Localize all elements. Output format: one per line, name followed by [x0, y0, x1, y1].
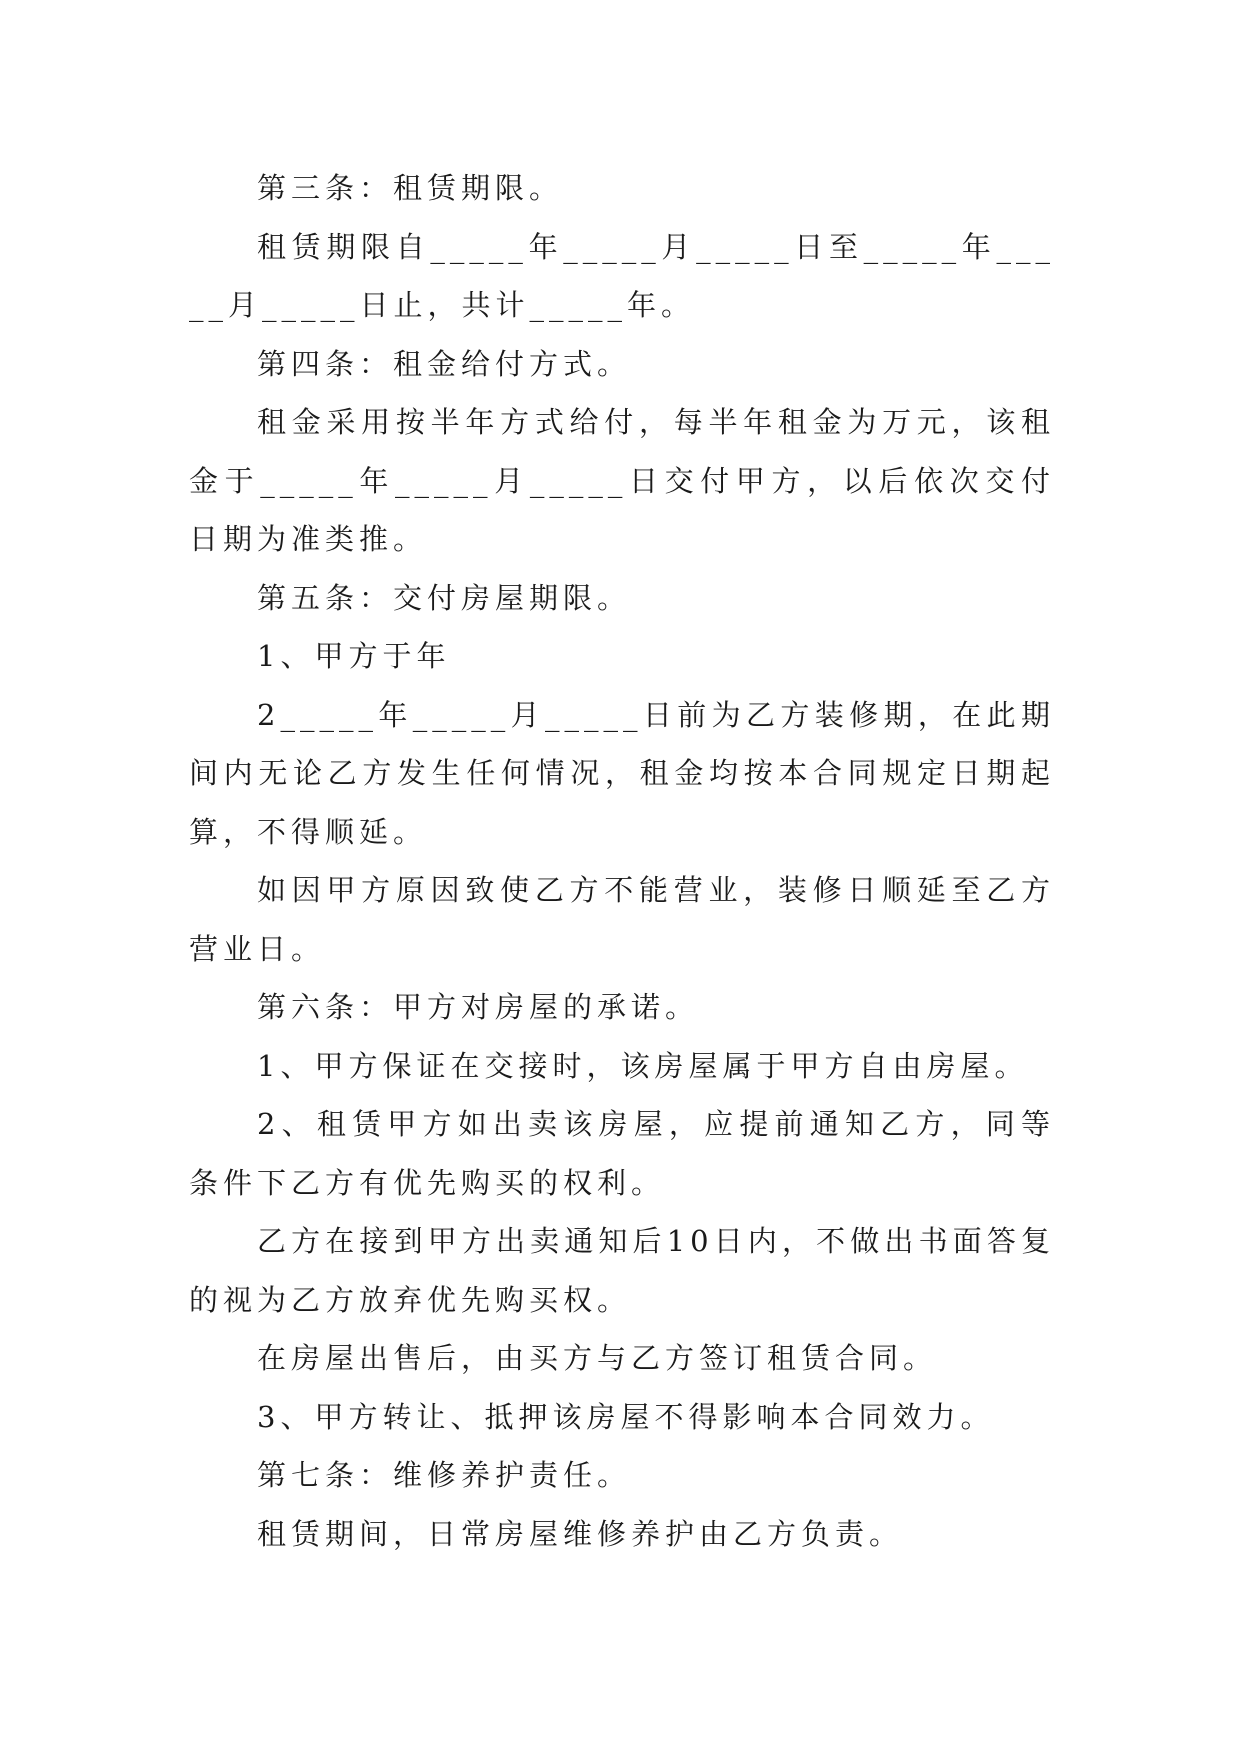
promise-item-1: 1、甲方保证在交接时，该房屋属于甲方自由房屋。 — [257, 1048, 1029, 1083]
delivery-item-2: 2_____年_____月_____日前为乙方装修期，在此期间内无论乙方发生任何情况，租金均按本合同规定日期起算，不得顺延。 — [189, 697, 1055, 849]
sale-lease-paragraph: 在房屋出售后，由买方与乙方签订租赁合同。 — [257, 1341, 938, 1375]
promise-item-2: 2、租赁甲方如出卖该房屋，应提前通知乙方，同等条件下乙方有优先购买的权利。 — [189, 1107, 1055, 1200]
article-6-heading: 第六条：甲方对房屋的承诺。 — [257, 990, 700, 1024]
rent-payment-paragraph: 租金采用按半年方式给付，每半年租金为万元，该租金于_____年_____月_____日交付甲方，以后依次交付日期为准类推。 — [189, 405, 1055, 556]
article-3-heading: 第三条：租赁期限。 — [257, 171, 564, 205]
article-7-heading: 第七条：维修养护责任。 — [257, 1458, 632, 1492]
delivery-delay-paragraph: 如因甲方原因致使乙方不能营业，装修日顺延至乙方营业日。 — [189, 873, 1055, 966]
delivery-item-1: 1、甲方于年 — [257, 639, 451, 673]
maintenance-paragraph: 租赁期间，日常房屋维修养护由乙方负责。 — [257, 1516, 904, 1551]
article-4-heading: 第四条：租金给付方式。 — [257, 346, 632, 381]
lease-term-paragraph: 租赁期限自_____年_____月_____日至_____年_____月_____日止，共计_____年。 — [189, 229, 1055, 322]
contract-body — [189, 159, 1055, 1563]
article-5-heading: 第五条：交付房屋期限。 — [257, 580, 632, 615]
preemption-paragraph: 乙方在接到甲方出卖通知后10日内，不做出书面答复的视为乙方放弃优先购买权。 — [189, 1224, 1055, 1317]
promise-item-3: 3、甲方转让、抵押该房屋不得影响本合同效力。 — [257, 1399, 995, 1434]
